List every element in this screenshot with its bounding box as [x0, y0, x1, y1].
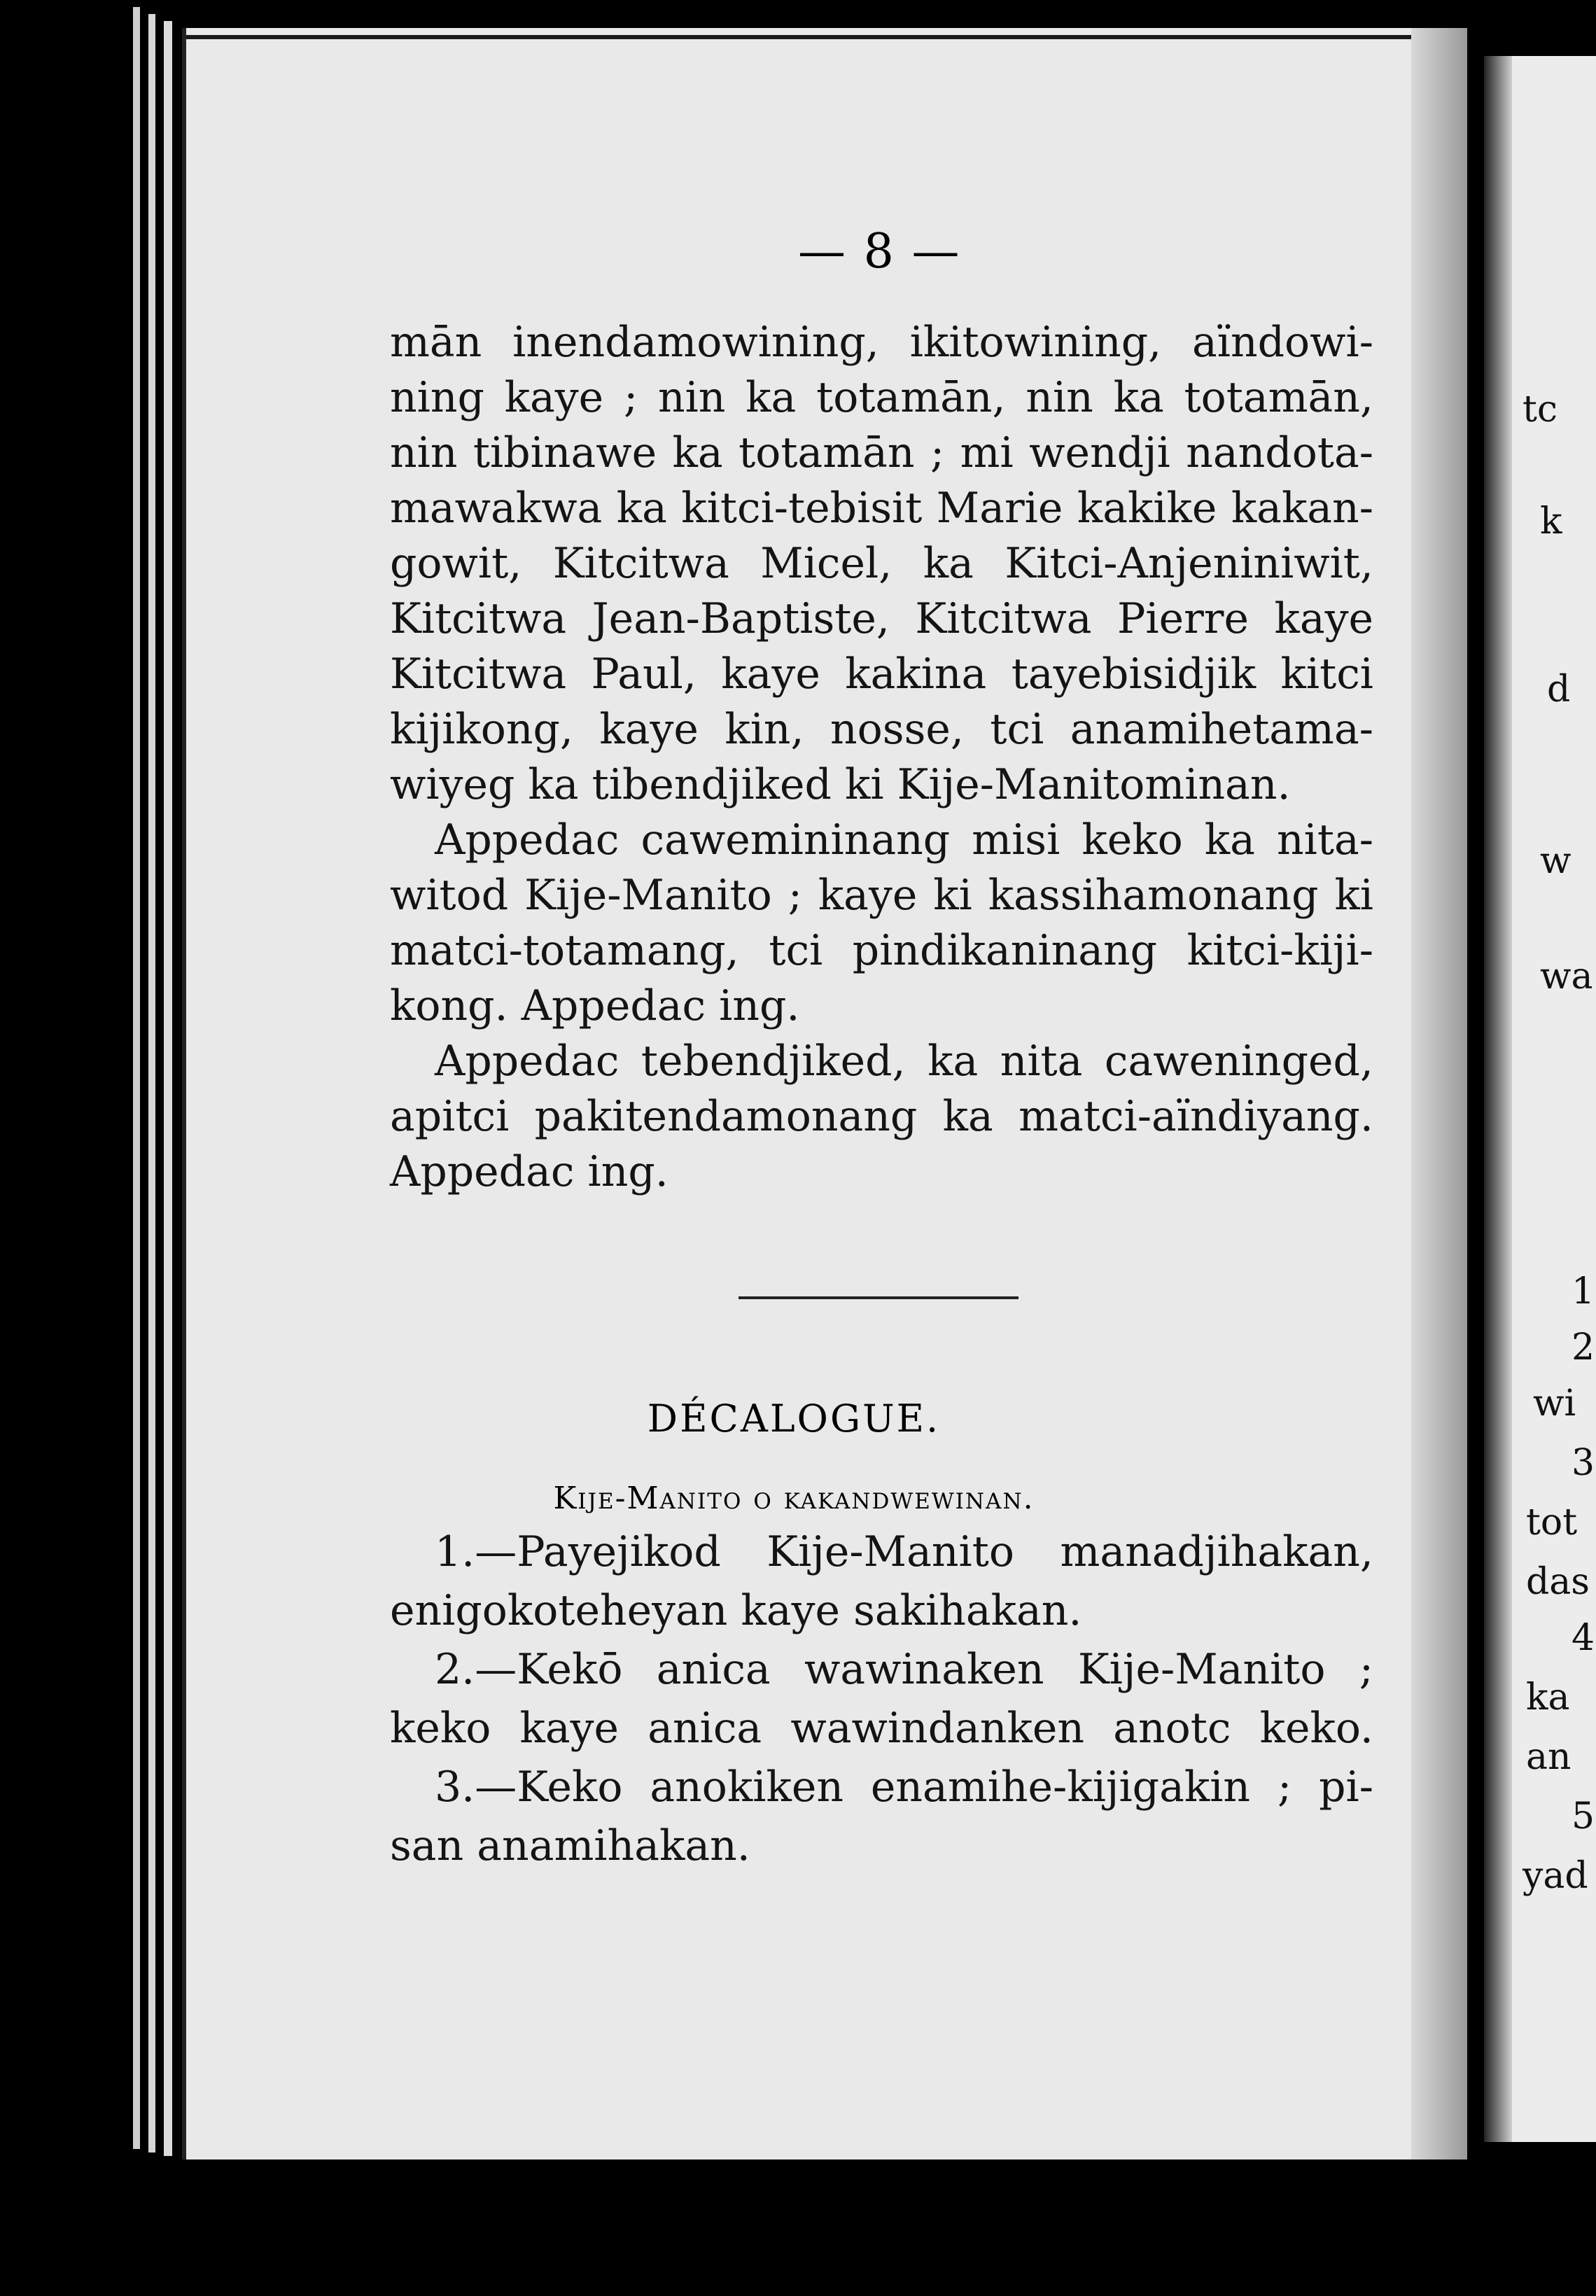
commandment-line: enigokoteheyan kaye sakihakan.	[390, 1586, 1082, 1635]
fragment: 3	[1572, 1442, 1595, 1484]
text-line: ning kaye ; nin ka totamān, nin ka totamān,	[390, 373, 1373, 422]
commandment-line: 3.—Keko anokiken enamihe-kijigakin ; pi-	[435, 1763, 1373, 1812]
fragment: w	[1540, 840, 1572, 882]
section-divider	[738, 1296, 1018, 1299]
fragment: d	[1547, 668, 1571, 710]
fragment: 4	[1572, 1617, 1595, 1659]
fragment: 1	[1572, 1270, 1595, 1312]
commandment-line: 2.—Kekō anica wawinaken Kije-Manito ;	[435, 1645, 1373, 1694]
paragraph-1	[390, 315, 1373, 813]
text-line: gowit, Kitcitwa Micel, ka Kitci-Anjeniniwit,	[390, 539, 1373, 588]
paragraph-2	[390, 813, 1373, 1034]
text-line: kong. Appedac ing.	[390, 981, 800, 1030]
commandment-line: 1.—Payejikod Kije-Manito manadjihakan,	[435, 1527, 1373, 1576]
section-heading: DÉCALOGUE.	[647, 1396, 941, 1441]
text-line: Kitcitwa Paul, kaye kakina tayebisidjik kitci	[390, 650, 1373, 699]
text-line: witod Kije-Manito ; kaye ki kassihamonang ki	[390, 871, 1373, 920]
text-line: mawakwa ka kitci-tebisit Marie kakike kakan-	[390, 484, 1373, 533]
fragment: wi	[1533, 1382, 1576, 1424]
page-number: — 8 —	[798, 224, 961, 279]
fragment: 5	[1572, 1795, 1595, 1837]
fragment: yad	[1522, 1855, 1588, 1897]
text-line: apitci pakitendamonang ka matci-aïndiyang.	[390, 1092, 1373, 1141]
text-line: matci-totamang, tci pindikaninang kitci-kiji-	[390, 926, 1373, 975]
fragment: tc	[1522, 388, 1558, 430]
fragment: tot	[1526, 1502, 1578, 1544]
text-line: Appedac cawemininang misi keko ka nita-	[435, 816, 1373, 864]
text-line: Kitcitwa Jean-Baptiste, Kitcitwa Pierre kaye	[390, 594, 1373, 643]
page-edge	[148, 14, 155, 2152]
fragment: 2	[1572, 1326, 1595, 1368]
fragment: k	[1540, 500, 1562, 542]
fragment: das	[1526, 1561, 1590, 1603]
text-line: nin tibinawe ka totamān ; mi wendji nandota-	[390, 428, 1373, 477]
paragraph-3	[390, 1034, 1373, 1200]
page-edge	[133, 7, 140, 2149]
section-subheading: Kije-Manito o kakandwewinan.	[553, 1480, 1035, 1516]
fragment: ka	[1526, 1676, 1570, 1718]
text-line: kijikong, kaye kin, nosse, tci anamihetama-	[390, 705, 1373, 754]
fragment: an	[1526, 1736, 1572, 1778]
text-line: wiyeg ka tibendjiked ki Kije-Manitominan.	[390, 760, 1291, 809]
fragment: wa	[1540, 955, 1593, 997]
text-line: mān inendamowining, ikitowining, aïndowi-	[390, 318, 1373, 367]
commandment-line: san anamihakan.	[390, 1821, 750, 1870]
commandment-line: keko kaye anica wawindanken anotc keko.	[390, 1704, 1373, 1753]
commandment-list	[390, 1522, 1373, 1875]
page-edge	[164, 21, 172, 2156]
text-line: Appedac ing.	[390, 1147, 668, 1196]
text-line: Appedac tebendjiked, ka nita caweninged,	[435, 1037, 1373, 1086]
